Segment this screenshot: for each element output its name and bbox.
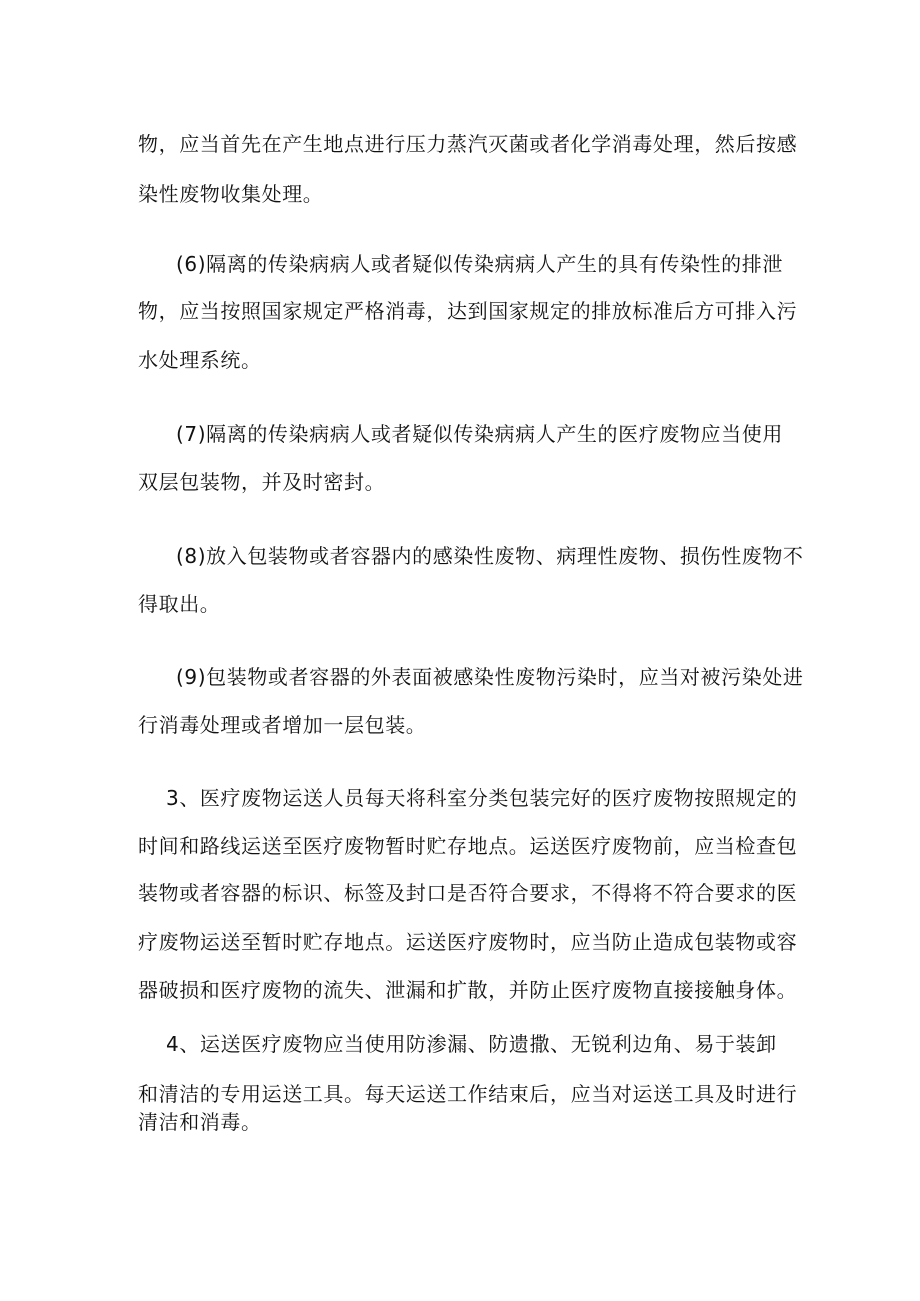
text-line: 物，应当首先在产生地点进行压力蒸汽灭菌或者化学消毒处理，然后按感 (138, 132, 798, 156)
text-line: 时间和路线运送至医疗废物暂时贮存地点。运送医疗废物前，应当检查包 (138, 834, 798, 858)
text-line: 3、医疗废物运送人员每天将科室分类包装完好的医疗废物按照规定的 (166, 786, 798, 810)
text-line: 染性废物收集处理。 (138, 182, 324, 206)
text-line: 物，应当按照国家规定严格消毒，达到国家规定的排放标准后方可排入污 (138, 299, 798, 323)
text-line: (6)隔离的传染病病人或者疑似传染病病人产生的具有传染性的排泄 (176, 252, 783, 276)
text-line: 和清洁的专用运送工具。每天运送工作结束后，应当对运送工具及时进行 (138, 1082, 798, 1106)
text-line: (8)放入包装物或者容器内的感染性废物、病理性废物、损伤性废物不 (176, 544, 804, 568)
text-line: 4、运送医疗废物应当使用防渗漏、防遗撒、无锐利边角、易于装卸 (166, 1032, 777, 1056)
text-line: 双层包装物，并及时密封。 (138, 470, 386, 494)
text-line: 清洁和消毒。 (138, 1110, 262, 1134)
text-line: (7)隔离的传染病病人或者疑似传染病病人产生的医疗废物应当使用 (176, 422, 783, 446)
text-line: 行消毒处理或者增加一层包装。 (138, 713, 427, 737)
text-line: 水处理系统。 (138, 348, 262, 372)
text-line: 疗废物运送至暂时贮存地点。运送医疗废物时，应当防止造成包装物或容 (138, 930, 798, 954)
text-line: (9)包装物或者容器的外表面被感染性废物污染时，应当对被污染处进 (176, 665, 804, 689)
text-line: 器破损和医疗废物的流失、泄漏和扩散，并防止医疗废物直接接触身体。 (138, 978, 798, 1002)
text-line: 得取出。 (138, 592, 221, 616)
text-line: 装物或者容器的标识、标签及封口是否符合要求，不得将不符合要求的医 (138, 881, 798, 905)
